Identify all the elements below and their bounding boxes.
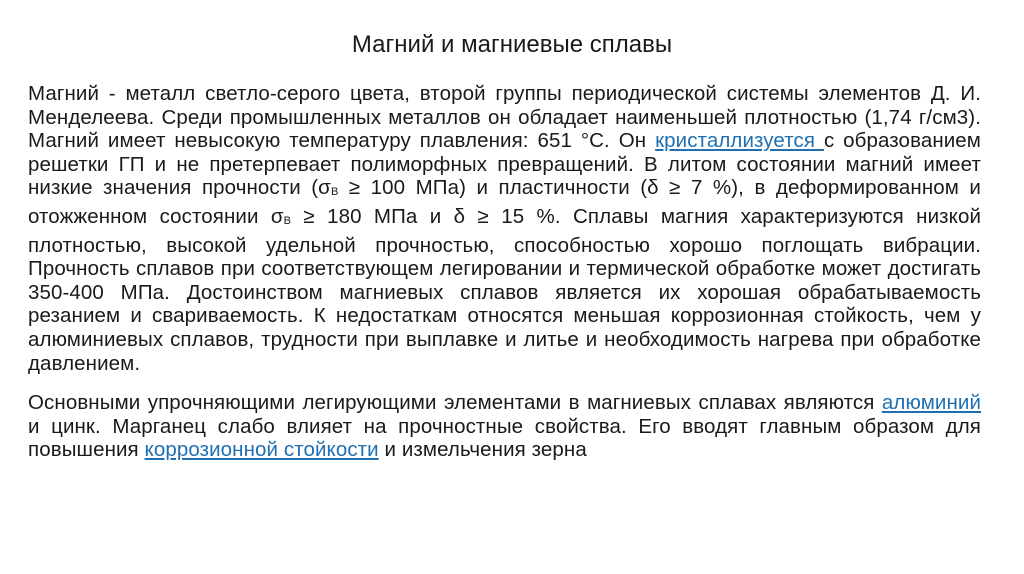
slide-title: Магний и магниевые сплавы xyxy=(351,31,673,58)
paragraph-magnesium-properties xyxy=(28,82,981,375)
text-segment: и измельчения зерна xyxy=(378,438,587,462)
text-segment: ≥ 100 МПа) и пластичности (δ ≥ 7 %), в деформированном и отожженном состоянии σ xyxy=(28,176,981,228)
paragraph-alloying-elements xyxy=(28,391,981,462)
subscript-b: B xyxy=(283,214,292,227)
subscript-b: B xyxy=(330,186,339,199)
link-corrosion-resistance[interactable]: коррозионной стойкости xyxy=(144,438,379,462)
text-segment: ≥ 180 МПа и δ ≥ 15 %. Сплавы магния характеризуются низкой плотностью, высокой удельной прочностью, способностью хорошо поглощать вибрации. Прочность сплавов при соответствующем легировании и термической обработке может достигать 350-400 МПа. Достоинством магниевых сплавов является их хорошая обрабатываемость резанием и свариваемость. К недостаткам относятся меньшая коррозионная стойкость, чем у алюминиевых сплавов, трудности при выплавке и литье и необходимость нагрева при обработке давлением. xyxy=(28,204,981,375)
slide-body xyxy=(28,82,981,462)
link-aluminium[interactable]: алюминий xyxy=(881,391,981,415)
link-crystallizes[interactable]: кристаллизуется xyxy=(655,129,824,153)
text-segment: с образованием решетки ГП и не претерпевает полиморфных превращений. В литом состоянии магний имеет низкие значения прочности (σ xyxy=(28,129,981,200)
text-segment: Основными упрочняющими легирующими элементами в магниевых сплавах являются xyxy=(28,391,882,415)
text-segment: и цинк. Марганец слабо влияет на прочностные свойства. Его вводят главным образом для повышения xyxy=(28,414,981,462)
text-segment: Магний - металл светло-серого цвета, второй группы периодической системы элементов Д. И. Менделеева. Среди промышленных металлов он обладает наименьшей плотностью (1,74 г/см3). Магний имеет невысокую температуру плавления: 651 °С. Он xyxy=(28,82,981,153)
